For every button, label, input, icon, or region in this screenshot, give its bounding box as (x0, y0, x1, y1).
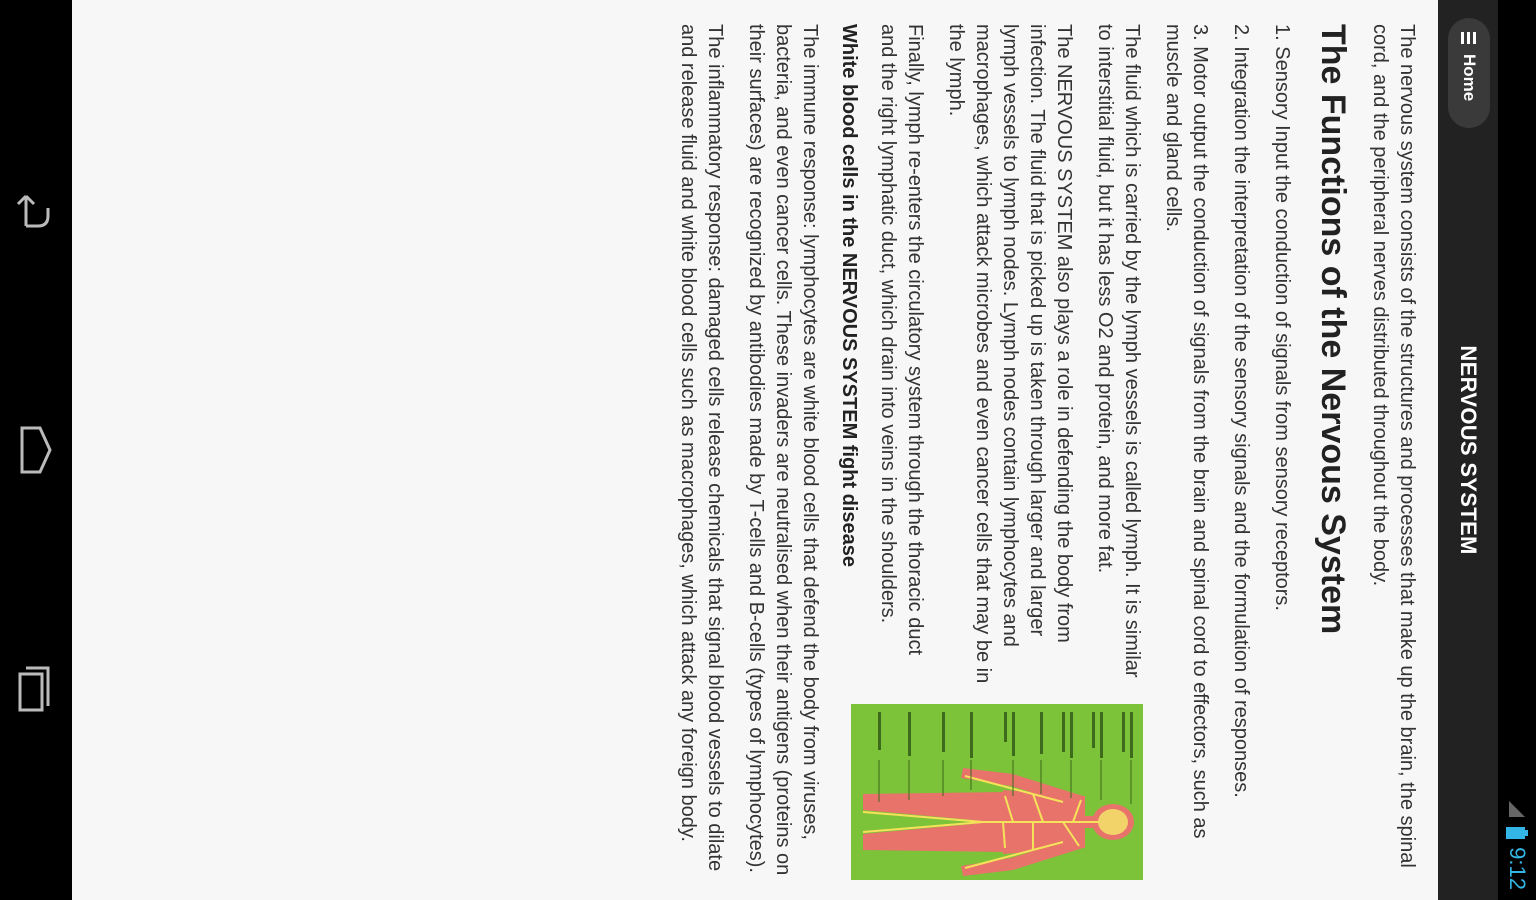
inflammatory-paragraph: The inflammatory response: damaged cells release chemicals that signal blood vessels to dilate and release fluid and white blood cells such as macrophages, which attack any foreign body. (677, 24, 726, 872)
signal-icon (1507, 799, 1527, 819)
home-button[interactable] (1448, 18, 1490, 128)
navigation-bar (0, 0, 72, 900)
function-item-3: 3. Motor output the conduction of signals from the brain and spinal cord to effectors, such as muscle and gland cells. (1162, 24, 1211, 839)
page-title: NERVOUS SYSTEM (1456, 345, 1481, 555)
intro-paragraph: The nervous system consists of the structures and processes that make up the brain, the spinal cord, and the peripheral nerves distributed throughout the body. (1369, 24, 1418, 868)
status-bar (1498, 0, 1536, 900)
app-viewport (72, 0, 1536, 900)
section-heading: The Functions of the Nervous System (1314, 24, 1352, 635)
subheading: White blood cells in the NERVOUS SYSTEM fight disease (838, 24, 860, 568)
article-content (170, 0, 1438, 900)
recent-apps-icon (14, 662, 58, 722)
home-icon (14, 420, 58, 480)
recent-apps-button[interactable] (14, 662, 58, 722)
back-button[interactable] (14, 178, 58, 238)
function-item-1: 1. Sensory Input the conduction of signals from sensory receptors. (1271, 24, 1293, 611)
menu-icon (1462, 32, 1477, 44)
lymph-paragraph: The fluid which is carried by the lymph vessels is called lymph. It is similar to interstitial fluid, but it has less O2 and protein, and more fat. (1094, 24, 1143, 678)
immune-paragraph: The immune response: lymphocytes are white blood cells that defend the body from viruses, bacteria, and even cancer cells. These invaders are neutralised when their antigens (proteins on their surfaces) are recognized by antibodies made by T-cells and B-cells (types of lymphocytes). (745, 24, 821, 876)
status-icons (1498, 799, 1536, 890)
status-time: 9:12 (1505, 847, 1530, 890)
home-nav-button[interactable] (14, 420, 58, 480)
function-item-2: 2. Integration the interpretation of the sensory signals and the formulation of responses. (1230, 24, 1252, 798)
app-window (72, 0, 1536, 900)
back-icon (14, 178, 58, 238)
home-button-label: Home (1460, 54, 1479, 102)
nervous-system-illustration (851, 704, 1143, 880)
reentry-paragraph: Finally, lymph re-enters the circulatory system through the thoracic duct and the right lymphatic duct, which drain into veins in the shoulders. (877, 24, 926, 655)
body-diagram-image (851, 704, 1143, 880)
defense-paragraph: The NERVOUS SYSTEM also plays a role in defending the body from infection. The fluid that is picked up is taken through larger and larger lymph vessels to lymph nodes. Lymph nodes contain lymphocytes and macrophages, which attack microbes and even cancer cells that may be in the lymph. (945, 24, 1075, 684)
battery-icon (1506, 827, 1528, 839)
action-bar (1437, 0, 1498, 900)
